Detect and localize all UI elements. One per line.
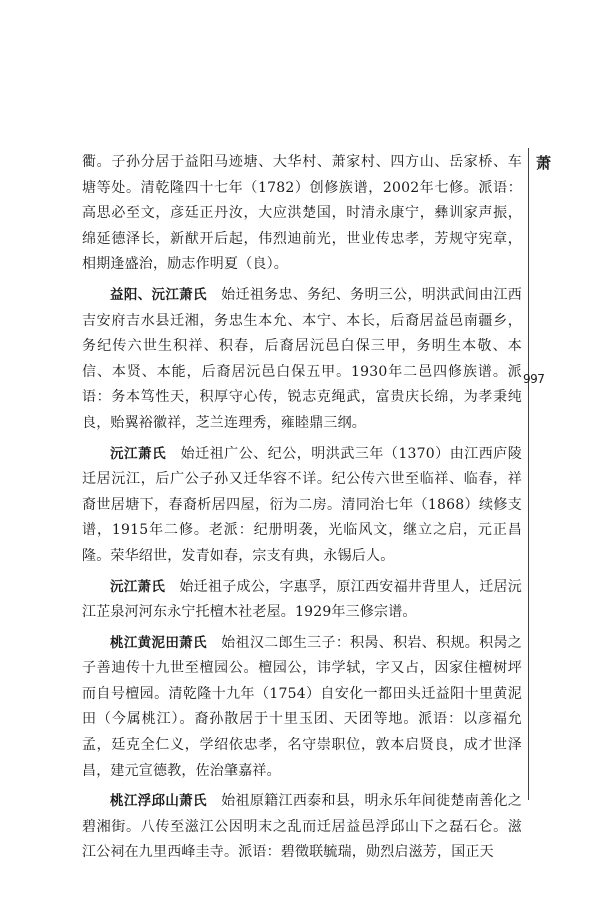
paragraph-3	[82, 442, 522, 570]
paragraph-text: 始祖汉二郎生三子：积昺、积岩、积规。积昺之子善迪传十九世至檀园公。檀园公，讳学轼，字又占，因家住檀树坪而自号檀园。清乾隆十九年（1754）自安化一都田头迁益阳十里黄泥田（今属桃江）。裔孙散居于十里玉团、天团等地。派语：以彦福允孟，廷克全仁义，学绍依忠孝，名守崇职位，敦本启贤良，成才世泽昌，建元宣德教，佐治肇嘉祥。	[82, 634, 522, 779]
paragraph-1	[82, 150, 522, 278]
paragraph-4	[82, 575, 522, 626]
entry-heading: 沅江萧氏	[110, 445, 167, 462]
paragraph-text: 衢。子孙分居于益阳马迹塘、大华村、萧家村、四方山、岳家桥、车塘等处。清乾隆四十七年（1782）创修族谱，2002年七修。派语：高思必至文，彦廷正丹汝，大应洪楚国，时清永康宁，彝训家声振，绵延德泽长，新猷开后起，伟烈迪前光，世业传忠孝，芳规守宪章，相期逢盛治，励志作明夏（良）。	[82, 154, 522, 273]
body-text	[82, 150, 522, 871]
entry-heading: 桃江浮邱山萧氏	[110, 793, 207, 810]
paragraph-text: 始迁祖广公、纪公，明洪武三年（1370）由江西庐陵迁居沅江，后广公子孙又迁华容不详。纪公传六世至临祥、临春，祥裔世居塘下，春裔析居四屋，衍为二房。清同治七年（1868）续修支谱，1915年二修。老派：纪册明袭，光临风文，继立之启，元正昌隆。荣华绍世，发青如春，宗支有典，永锡后人。	[82, 445, 522, 564]
page-number: 997	[523, 372, 545, 386]
paragraph-6	[82, 789, 522, 866]
entry-heading: 益阳、沅江萧氏	[110, 286, 207, 303]
paragraph-text: 始迁祖务忠、务纪、务明三公，明洪武间由江西吉安府吉水县迁湘，务忠生本允、本宁、本长，后裔居益邑南疆乡，务纪传六世生积祥、积春，后裔居沅邑白保三甲，务明生本敬、本信、本贤、本能，后裔居沅邑白保五甲。1930年二邑四修族谱。派语：务本笃性天，积厚守心传，锐志克绳武，富贵庆长绵，为孝秉纯良，贻翼裕徽祥，芝兰连理秀，雍睦鼎三纲。	[82, 286, 522, 431]
paragraph-2	[82, 283, 522, 437]
entry-heading: 桃江黄泥田萧氏	[110, 634, 207, 651]
side-label: 萧	[536, 154, 552, 172]
paragraph-5	[82, 631, 522, 785]
paragraph-text: 始祖原籍江西泰和县，明永乐年间徙楚南善化之碧湘街。八传至滋江公因明末之乱而迁居益邑浮邱山下之磊石仑。滋江公祠在九里西峰圭寺。派语：碧徵联毓瑞，勋烈启滋芳，国正天	[82, 793, 522, 861]
entry-heading: 沅江萧氏	[110, 578, 166, 595]
paragraph-text: 始迁祖子成公，字惠孚，原江西安福井背里人，迁居沅江芷泉河河东永宁托檀木社老屋。1929年三修宗谱。	[82, 578, 522, 621]
margin-rule	[528, 148, 529, 800]
